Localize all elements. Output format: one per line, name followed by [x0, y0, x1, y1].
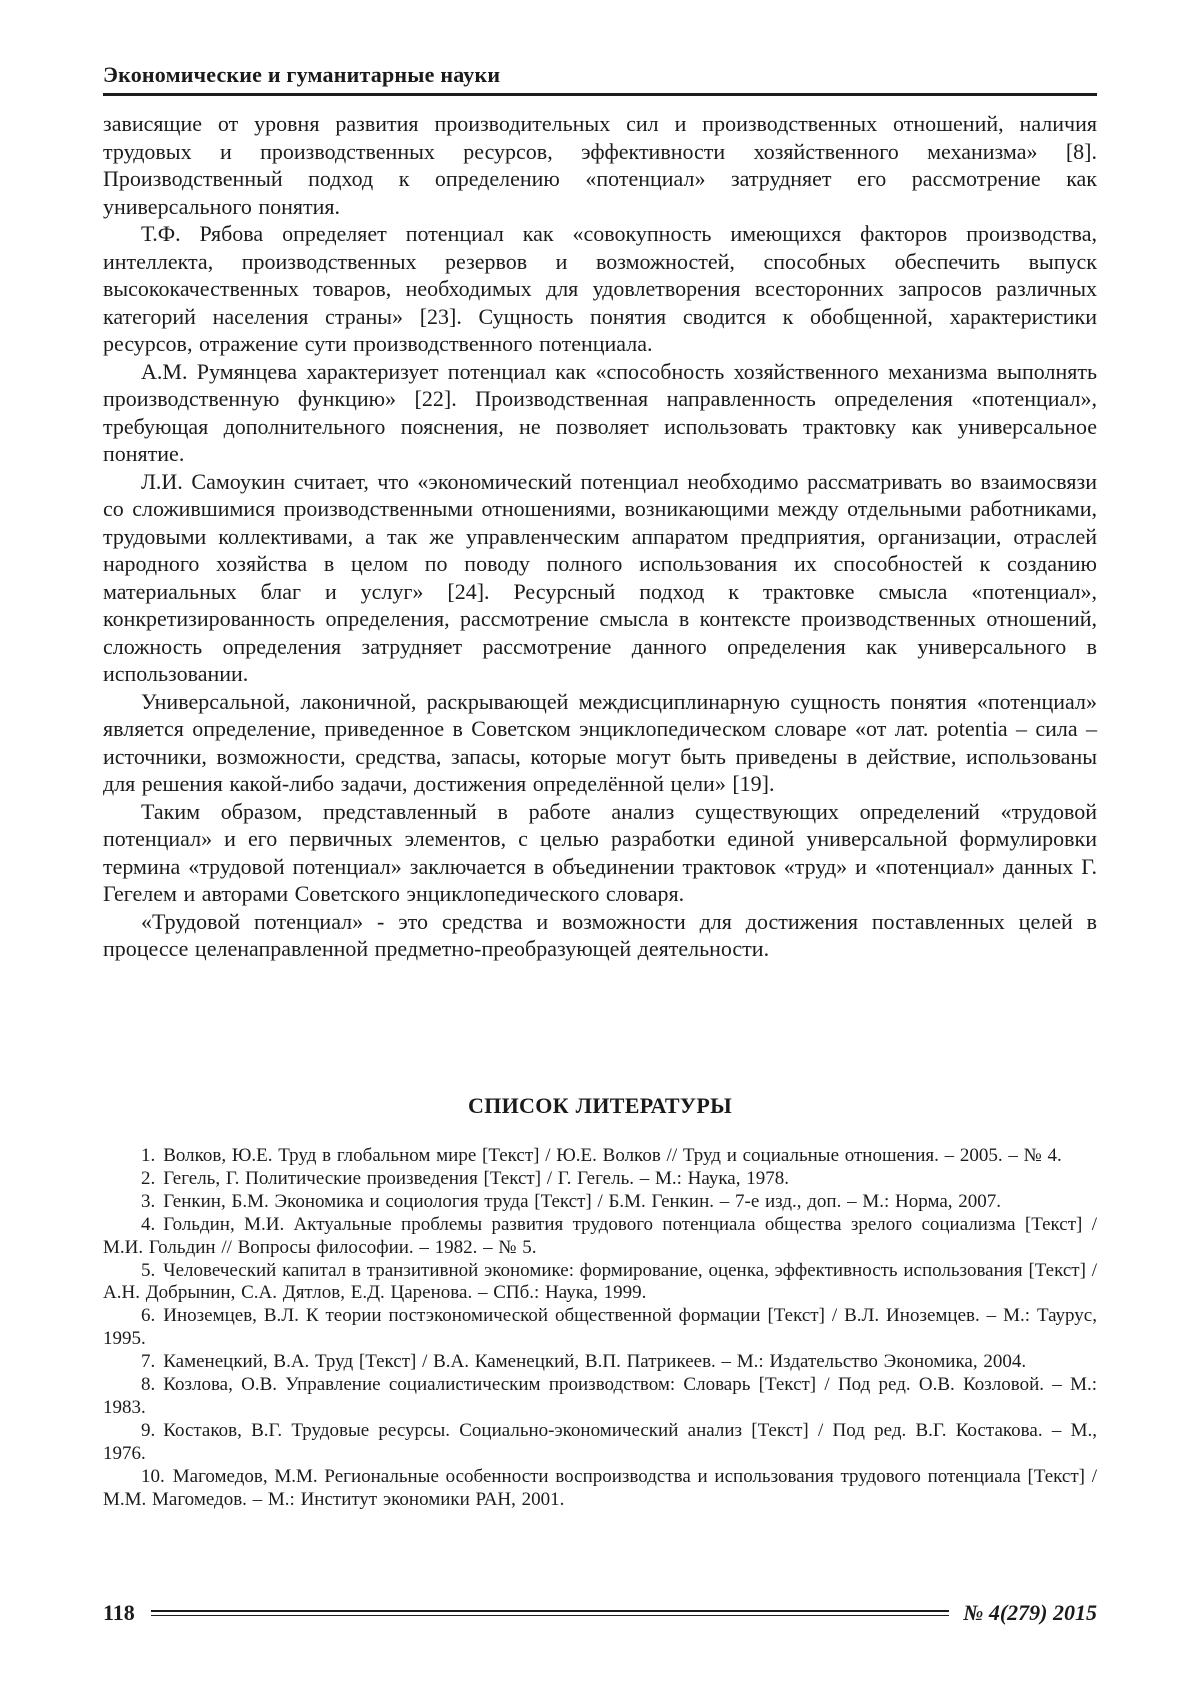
- reference-text: Каменецкий, В.А. Труд [Текст] / В.А. Каменецкий, В.П. Патрикеев. – М.: Издательство Экономика, 2004.: [163, 1351, 1027, 1373]
- reference-text: Генкин, Б.М. Экономика и социология труда [Текст] / Б.М. Генкин. – 7-е изд., доп. – М.: Норма, 2007.: [163, 1190, 1002, 1212]
- reference-number: 3.: [141, 1190, 156, 1212]
- references-section: [103, 1092, 1097, 1512]
- reference-text: Человеческий капитал в транзитивной экономике: формирование, оценка, эффективность использования [Текст] / А.Н. Добрынин, С.А. Дятлов, Е.Д. Царенова. – СПб.: Наука, 1999.: [103, 1259, 1097, 1304]
- reference-item-4: [103, 1214, 1097, 1260]
- body-paragraph-6: Таким образом, представленный в работе анализ существующих определений «трудовой потенциал» и его первичных элементов, с целью разработки единой универсальной формулировки термина «трудовой потенциал» заключается в объединении трактовок «труд» и «потенциал» данных Г. Гегелем и авторами Советского энциклопедического словаря.: [103, 798, 1097, 906]
- page-footer: [103, 1598, 1097, 1628]
- body-paragraph-7: «Трудовой потенциал» - это средства и возможности для достижения поставленных целей в процессе целенаправленной предметно-преобразующей деятельности.: [103, 908, 1097, 961]
- section-title: Экономические и гуманитарные науки: [103, 62, 501, 87]
- reference-number: 4.: [141, 1213, 156, 1235]
- reference-text: Волков, Ю.Е. Труд в глобальном мире [Текст] / Ю.Е. Волков // Труд и социальные отношения. – 2005. – № 4.: [163, 1145, 1062, 1166]
- article-body: [103, 110, 1097, 963]
- body-paragraph-1: зависящие от уровня развития производительных сил и производственных отношений, наличия трудовых и производственных ресурсов, эффективности хозяйственного механизма» [8]. Производственный подход к определению «потенциал» затрудняет его рассмотрение как универсального понятия.: [103, 111, 1097, 219]
- reference-text: Гегель, Г. Политические произведения [Текст] / Г. Гегель. – М.: Наука, 1978.: [163, 1167, 789, 1189]
- reference-number: 8.: [141, 1374, 156, 1396]
- reference-item-7: [103, 1351, 1097, 1374]
- page-number: 118: [103, 1600, 135, 1625]
- reference-number: 1.: [141, 1145, 156, 1166]
- reference-item-10: [103, 1466, 1097, 1512]
- body-paragraph-3: А.М. Румянцева характеризует потенциал как «способность хозяйственного механизма выполнять производственную функцию» [22]. Производственная направленность определения «потенциал», требующая дополнительного пояснения, не позволяет использовать трактовку как универсальное понятие.: [103, 358, 1097, 466]
- body-paragraph-2: Т.Ф. Рябова определяет потенциал как «совокупность имеющихся факторов производства, интеллекта, производственных резервов и возможностей, способных обеспечить выпуск высококачественных товаров, необходимых для удовлетворения всесторонних запросов различных категорий населения страны» [23]. Сущность понятия сводится к обобщенной, характеристики ресурсов, отражение сути производственного потенциала.: [103, 221, 1097, 356]
- reference-item-3: [103, 1191, 1097, 1214]
- reference-item-6: [103, 1305, 1097, 1351]
- reference-text: Гольдин, М.И. Актуальные проблемы развития трудового потенциала общества зрелого социализма [Текст] / М.И. Гольдин // Вопросы философии. – 1982. – № 5.: [103, 1213, 1097, 1258]
- reference-item-9: [103, 1420, 1097, 1466]
- reference-text: Козлова, О.В. Управление социалистическим производством: Словарь [Текст] / Под ред. О.В. Козловой. – М.: 1983.: [103, 1374, 1097, 1418]
- reference-number: 10.: [141, 1465, 165, 1487]
- references-heading: СПИСОК ЛИТЕРАТУРЫ: [468, 1093, 732, 1118]
- footer-rule: [151, 1610, 949, 1616]
- reference-item-5: [103, 1260, 1097, 1306]
- reference-text: Костаков, В.Г. Трудовые ресурсы. Социально-экономический анализ [Текст] / Под ред. В.Г. Костакова. – М., 1976.: [103, 1419, 1097, 1464]
- running-header: [103, 62, 1097, 96]
- body-paragraph-5: Универсальной, лаконичной, раскрывающей междисциплинарную сущность понятия «потенциал» является определение, приведенное в Советском энциклопедическом словаре «от лат. potentia – сила – источники, возможности, средства, запасы, которые могут быть приведены в действие, использованы для решения какой-либо задачи, достижения определённой цели» [19].: [103, 688, 1097, 796]
- reference-number: 9.: [141, 1419, 156, 1441]
- reference-text: Иноземцев, В.Л. К теории постэкономической общественной формации [Текст] / В.Л. Иноземцев. – М.: Таурус, 1995.: [103, 1305, 1097, 1350]
- body-paragraph-4: Л.И. Самоукин считает, что «экономический потенциал необходимо рассматривать во взаимосвязи со сложившимися производственными отношениями, возникающими между отдельными работниками, трудовыми коллективами, а так же управленческим аппаратом предприятия, организации, отраслей народного хозяйства в целом по поводу полного использования их способностей к созданию материальных благ и услуг» [24]. Ресурсный подход к трактовке смысла «потенциал», конкретизированность определения, рассмотрение смысла в контексте производственных отношений, сложность определения затрудняет рассмотрение данного определения как универсального в использовании.: [103, 468, 1097, 686]
- reference-item-2: [103, 1168, 1097, 1191]
- reference-number: 7.: [141, 1351, 156, 1373]
- reference-number: 2.: [141, 1167, 156, 1189]
- reference-number: 5.: [141, 1259, 156, 1281]
- reference-number: 6.: [141, 1305, 156, 1327]
- reference-item-1: [103, 1145, 1097, 1168]
- issue-label: № 4(279) 2015: [963, 1600, 1097, 1625]
- reference-item-8: [103, 1374, 1097, 1420]
- reference-text: Магомедов, М.М. Региональные особенности воспроизводства и использования трудового потенциала [Текст] / М.М. Магомедов. – М.: Институт экономики РАН, 2001.: [103, 1465, 1097, 1510]
